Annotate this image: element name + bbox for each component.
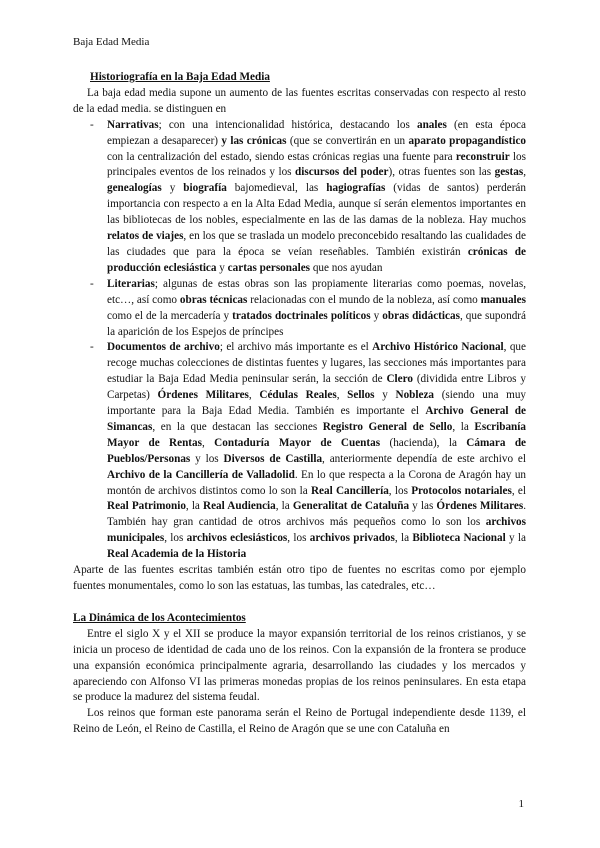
bold-term: Nobleza bbox=[395, 389, 435, 402]
text-run: y bbox=[216, 261, 228, 274]
bold-term: aparato propagandístico bbox=[408, 134, 527, 147]
bold-term: Real Patrimonio bbox=[107, 500, 186, 513]
bold-term: archivos municipales bbox=[107, 516, 526, 545]
text-run: , que recoge muchas colecciones de distintas fuentes y lugares, las secciones más importantes para estudiar la Baja Edad Media peninsular serán, la sección de bbox=[107, 341, 526, 386]
dash-bullet: - bbox=[90, 118, 94, 131]
text-run: , la bbox=[185, 500, 204, 513]
text-run: . En lo que respecta a la Corona de Aragón hay un montón de archivos distintos como lo son la bbox=[107, 468, 527, 497]
bold-term: Escribanía Mayor de Rentas bbox=[107, 420, 526, 449]
text-run: ), otras fuentes son las bbox=[388, 166, 495, 179]
page-number: 1 bbox=[518, 798, 524, 810]
bold-term: discursos del poder bbox=[295, 166, 389, 179]
bold-term: gestas bbox=[494, 166, 524, 179]
dash-bullet: - bbox=[90, 277, 94, 290]
text-run: y bbox=[370, 309, 383, 322]
list-item-literarias bbox=[107, 278, 526, 338]
text-run: , el bbox=[511, 484, 526, 497]
bold-term: Registro General de Sello bbox=[322, 420, 453, 433]
text-run: , bbox=[201, 436, 215, 449]
list-item bbox=[73, 277, 526, 341]
intro-paragraph: La baja edad media supone un aumento de las fuentes escritas conservadas con respecto al resto de la edad media. se distinguen en bbox=[73, 86, 526, 115]
text-run: y las bbox=[409, 500, 437, 513]
text-run: , la bbox=[452, 420, 475, 433]
bold-term: Contaduría Mayor de Cuentas bbox=[214, 436, 381, 449]
text-run: , anteriormente dependía de este archivo el bbox=[322, 452, 526, 465]
text-run: , en los que se traslada un modelo preconcebido resaltando las cualidades de las ciudades que para la época se veían reseñables. También existirán bbox=[107, 230, 526, 258]
text-run: , los bbox=[164, 532, 187, 545]
list-item bbox=[73, 118, 526, 277]
text-run: , bbox=[248, 389, 260, 402]
section-title-dinamica: La Dinámica de los Acontecimientos bbox=[73, 611, 246, 624]
bold-term: hagiografías bbox=[326, 182, 386, 195]
text-run: , la bbox=[394, 532, 413, 545]
bold-term: Real Audiencia bbox=[203, 500, 276, 513]
section-spacer bbox=[73, 595, 526, 611]
bold-term: Cédulas Reales bbox=[259, 389, 337, 402]
bold-term: Sellos bbox=[347, 389, 375, 402]
text-run: , bbox=[523, 166, 527, 179]
bold-term: tratados doctrinales políticos bbox=[232, 309, 371, 322]
text-run: y bbox=[161, 182, 184, 195]
text-run: (en esta época empiezan a desaparecer) bbox=[107, 118, 526, 147]
sources-list bbox=[73, 118, 526, 563]
bold-term: obras didácticas bbox=[382, 309, 460, 322]
bold-term: Real Academia de la Historia bbox=[107, 548, 247, 561]
text-run: como el de la mercadería y bbox=[107, 309, 233, 322]
text-run: que nos ayudan bbox=[310, 261, 383, 274]
bold-term: Real Cancillería bbox=[310, 484, 389, 497]
text-run: (vidas de santos) perderán importancia con respecto a en la Alta Edad Media, aunque sí serán elementos importantes en las bibliotecas de los nobles, especialmente en las de las damas de la nobleza. Hay muchos bbox=[107, 182, 526, 227]
list-item-narrativas bbox=[107, 119, 526, 274]
text-run: , que supondrá la aparición de los Espejos de príncipes bbox=[107, 309, 526, 338]
bold-term: Protocolos notariales bbox=[411, 484, 512, 497]
text-run: bajomedieval, las bbox=[226, 182, 327, 195]
bold-term: manuales bbox=[480, 293, 526, 306]
bold-term: Generalitat de Cataluña bbox=[292, 500, 410, 513]
dash-bullet: - bbox=[90, 341, 94, 354]
bold-term: Archivo de la Cancillería de Valladolid bbox=[107, 468, 295, 481]
text-run: ; el archivo más importante es el bbox=[219, 341, 373, 354]
bold-term: Cámara de Pueblos/Personas bbox=[107, 436, 527, 465]
bold-term: Archivo Histórico Nacional bbox=[372, 341, 504, 354]
text-run: (dividida entre Libros y Carpetas) bbox=[107, 373, 526, 402]
running-header: Baja Edad Media bbox=[73, 36, 150, 48]
text-run: y los bbox=[190, 452, 224, 465]
dinamica-paragraph-1: Entre el siglo X y el XII se produce la mayor expansión territorial de los reinos cristianos, y se inicia un proceso de identidad de cada uno de los reinos. Con la expansión de la frontera se produce una expansión económica principalmente agraria, desarrollando las ciudades y los mercados y apareciendo con Alfonso VI las primeras monedas propias de los reinos peninsulares. En esta etapa se produce la madurez del sistema feudal. bbox=[73, 627, 526, 704]
text-run: (siendo una muy importante para la Baja Edad Media. También es importante el bbox=[107, 389, 527, 418]
text-run: con la centralización del estado, siendo estas crónicas regias una fuente para bbox=[107, 150, 456, 163]
bold-term: archivos privados bbox=[309, 532, 395, 545]
dinamica-paragraph-2: Los reinos que forman este panorama serán el Reino de Portugal independiente desde 1139, el Reino de León, el Reino de Castilla, el Reino de Aragón que se une con Cataluña en bbox=[73, 707, 526, 736]
text-run: . También hay gran cantidad de otros archivos más pequeños como lo son los bbox=[107, 500, 526, 529]
section-title-historiografia: Historiografía en la Baja Edad Media bbox=[90, 71, 270, 83]
bold-term: Archivo General de Simancas bbox=[107, 405, 526, 433]
bold-term: biografía bbox=[183, 182, 227, 195]
text-run: , en la que destacan las secciones bbox=[152, 420, 323, 433]
text-run: y bbox=[374, 389, 396, 402]
list-item bbox=[73, 340, 526, 563]
document-body bbox=[73, 70, 526, 738]
text-run: y la bbox=[505, 532, 526, 545]
text-run: , los bbox=[287, 532, 310, 545]
bold-term: crónicas de producción eclesiástica bbox=[107, 245, 526, 274]
bold-term: Documentos de archivo bbox=[107, 341, 220, 354]
bold-term: reconstruir bbox=[455, 150, 510, 163]
text-run: ; con una intencionalidad histórica, destacando los bbox=[158, 118, 417, 131]
closing-paragraph: Aparte de las fuentes escritas también están otro tipo de fuentes no escritas como por ejemplo fuentes monumentales, como lo son las estatuas, las tumbas, las catedrales, etc… bbox=[73, 564, 526, 592]
text-run: ; algunas de estas obras son las propiamente literarias como poemas, novelas, etc…, así como bbox=[107, 277, 526, 306]
bold-term: Órdenes Militares bbox=[157, 389, 249, 402]
text-run: , bbox=[336, 389, 348, 402]
bold-term: genealogías bbox=[107, 182, 162, 195]
bold-term: relatos de viajes bbox=[107, 230, 184, 243]
bold-term: archivos eclesiásticos bbox=[186, 532, 288, 545]
list-item-documentos bbox=[107, 341, 526, 560]
bold-term: Clero bbox=[386, 373, 413, 386]
bold-term: Narrativas bbox=[107, 118, 159, 131]
bold-term: obras técnicas bbox=[179, 293, 248, 306]
bold-term: y las crónicas bbox=[221, 134, 287, 147]
text-run: (que se convertirán en un bbox=[286, 134, 409, 147]
text-run: los principales eventos de los reinados y los bbox=[107, 150, 526, 179]
bold-term: Biblioteca Nacional bbox=[412, 532, 506, 545]
bold-term: Diversos de Castilla bbox=[223, 452, 323, 465]
bold-term: Literarias bbox=[107, 277, 155, 290]
bold-term: Órdenes Militares bbox=[436, 500, 524, 513]
bold-term: anales bbox=[416, 118, 447, 131]
bold-term: cartas personales bbox=[227, 261, 311, 274]
text-run: , la bbox=[275, 500, 293, 513]
text-run: (hacienda), la bbox=[380, 436, 467, 449]
text-run: , los bbox=[388, 484, 412, 497]
text-run: relacionadas con el mundo de la nobleza, así como bbox=[247, 293, 481, 306]
